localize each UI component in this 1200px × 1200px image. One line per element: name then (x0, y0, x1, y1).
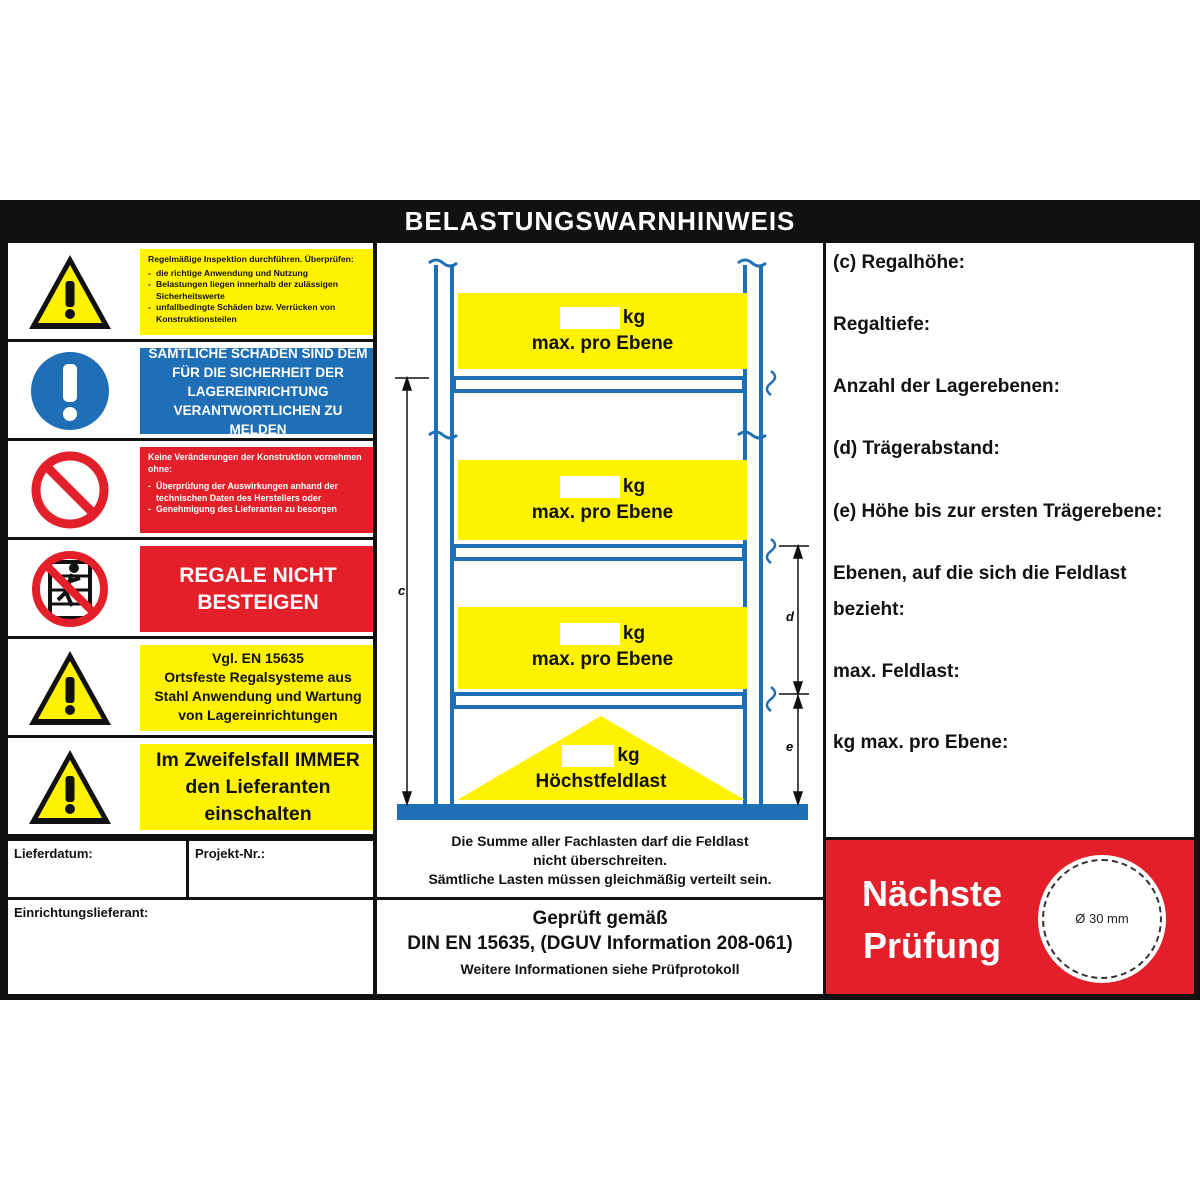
level-caption: max. pro Ebene (531, 502, 674, 523)
delivery-date-field[interactable] (8, 841, 186, 897)
no-climbing-icon (26, 548, 114, 630)
project-number-field[interactable] (189, 841, 373, 897)
standard-ref: Vgl. EN 15635 (212, 650, 304, 666)
warning-triangle-icon (26, 746, 114, 828)
inspection-sticker-placeholder[interactable] (1038, 855, 1166, 983)
row-report-damage (8, 342, 373, 438)
report-damage-text: SÄMTLICHE SCHÄDEN SIND DEM FÜR DIE SICHERHEIT DER LAGEREINRICHTUNG VERANTWORTLICHEN ZU MELDEN (148, 345, 368, 437)
dim-e-label: e (786, 739, 794, 754)
level-load-label (458, 607, 747, 689)
field-caption: Höchstfeldlast (535, 771, 667, 792)
load-note-line: nicht überschreiten. (533, 852, 667, 868)
level-unit: kg (622, 623, 646, 644)
spec-max-per-level: kg max. pro Ebene: (833, 732, 1009, 753)
row-standard (8, 639, 373, 735)
dim-d-label: d (786, 609, 794, 624)
load-note-line: Die Summe aller Fachlasten darf die Feldlast (451, 833, 749, 849)
kg-value-box[interactable] (560, 476, 620, 498)
kg-value-box[interactable] (562, 745, 614, 767)
kg-value-box[interactable] (560, 623, 620, 645)
row-no-modifications (8, 441, 373, 537)
level-caption: max. pro Ebene (531, 333, 674, 354)
warning-triangle-icon (26, 647, 114, 729)
spec-first-beam-height: (e) Höhe bis zur ersten Trägerebene: (833, 501, 1163, 522)
no-modifications-item: - Genehmigung des Lieferanten zu besorgen (148, 504, 370, 516)
load-note-line: Sämtliche Lasten müssen gleichmäßig verteilt sein. (428, 871, 772, 887)
inspection-notice (140, 249, 373, 335)
supplier-label: Einrichtungslieferant: (14, 905, 149, 920)
delivery-date-label: Lieferdatum: (14, 846, 93, 861)
beam (454, 694, 744, 707)
row-contact-supplier (8, 738, 373, 834)
standard-title: Ortsfeste Regalsysteme aus Stahl Anwendung und Wartung von Lagereinrichtungen (154, 669, 362, 723)
project-number-label: Projekt-Nr.: (195, 846, 266, 861)
beam (454, 378, 744, 391)
spec-rack-depth: Regaltiefe: (833, 314, 931, 335)
level-caption: max. pro Ebene (531, 649, 674, 670)
field-unit: kg (617, 745, 640, 766)
sticker-diameter-label: Ø 30 mm (1075, 911, 1129, 926)
next-inspection-panel (826, 840, 1194, 994)
spec-beam-spacing: (d) Trägerabstand: (833, 438, 1000, 459)
level-load-label (458, 293, 747, 369)
contact-supplier-notice (140, 744, 373, 830)
kg-value-box[interactable] (560, 307, 620, 329)
no-climbing-notice (140, 546, 373, 632)
inspection-heading: Regelmäßige Inspektion durchführen. Überprüfen: (148, 254, 354, 264)
certification-panel (377, 900, 823, 994)
inspection-item: - unfallbedingte Schäden bzw. Verrücken von Konstruktionsteilen (148, 302, 370, 325)
rack-diagram-panel (377, 243, 823, 897)
contact-supplier-text: Im Zweifelsfall IMMER den Lieferanten einschalten (156, 748, 360, 825)
level-load-label (458, 460, 747, 540)
mandatory-exclamation-icon (26, 350, 114, 432)
report-damage-notice (140, 345, 373, 437)
no-modifications-notice (140, 447, 373, 533)
spec-storage-levels: Anzahl der Lagerebenen: (833, 376, 1060, 397)
beam (454, 546, 744, 559)
inspection-item: - Belastungen liegen innerhalb der zulässigen Sicherheitswerte (148, 279, 370, 302)
supplier-field[interactable] (8, 900, 373, 994)
next-inspection-line2: Prüfung (863, 925, 1001, 966)
sign-title: BELASTUNGSWARNHINWEIS (404, 206, 796, 236)
load-warning-sign (0, 200, 1200, 1000)
rack-floor (397, 804, 808, 820)
dim-c-label: c (398, 583, 406, 598)
level-unit: kg (622, 476, 646, 497)
spec-field-load-levels: Ebenen, auf die sich die Feldlast (833, 563, 1127, 584)
field-load-label (501, 743, 701, 795)
no-climbing-text: REGALE NICHT BESTEIGEN (179, 564, 337, 614)
warning-triangle-icon (26, 251, 114, 333)
row-inspection (8, 243, 373, 339)
no-modifications-item: - Überprüfung der Auswirkungen anhand der technischen Daten des Herstellers oder (148, 481, 370, 504)
row-no-climbing (8, 540, 373, 636)
next-inspection-line1: Nächste (861, 873, 1003, 914)
certification-line1: Geprüft gemäß (532, 908, 668, 929)
load-note (377, 832, 823, 889)
certification-line2: DIN EN 15635, (DGUV Information 208-061) (407, 933, 793, 954)
spec-field-load-levels-cont: bezieht: (833, 599, 905, 620)
prohibition-icon (26, 449, 114, 531)
spec-rack-height: (c) Regalhöhe: (833, 252, 965, 273)
next-inspection-label (834, 868, 1030, 972)
standard-notice (140, 645, 373, 731)
certification-line3: Weitere Informationen siehe Prüfprotokoll (460, 961, 740, 977)
no-modifications-heading: Keine Veränderungen der Konstruktion vornehmen ohne: (148, 452, 362, 474)
level-unit: kg (622, 307, 646, 328)
inspection-item: - die richtige Anwendung und Nutzung (148, 268, 370, 280)
spec-max-field-load: max. Feldlast: (833, 661, 960, 682)
